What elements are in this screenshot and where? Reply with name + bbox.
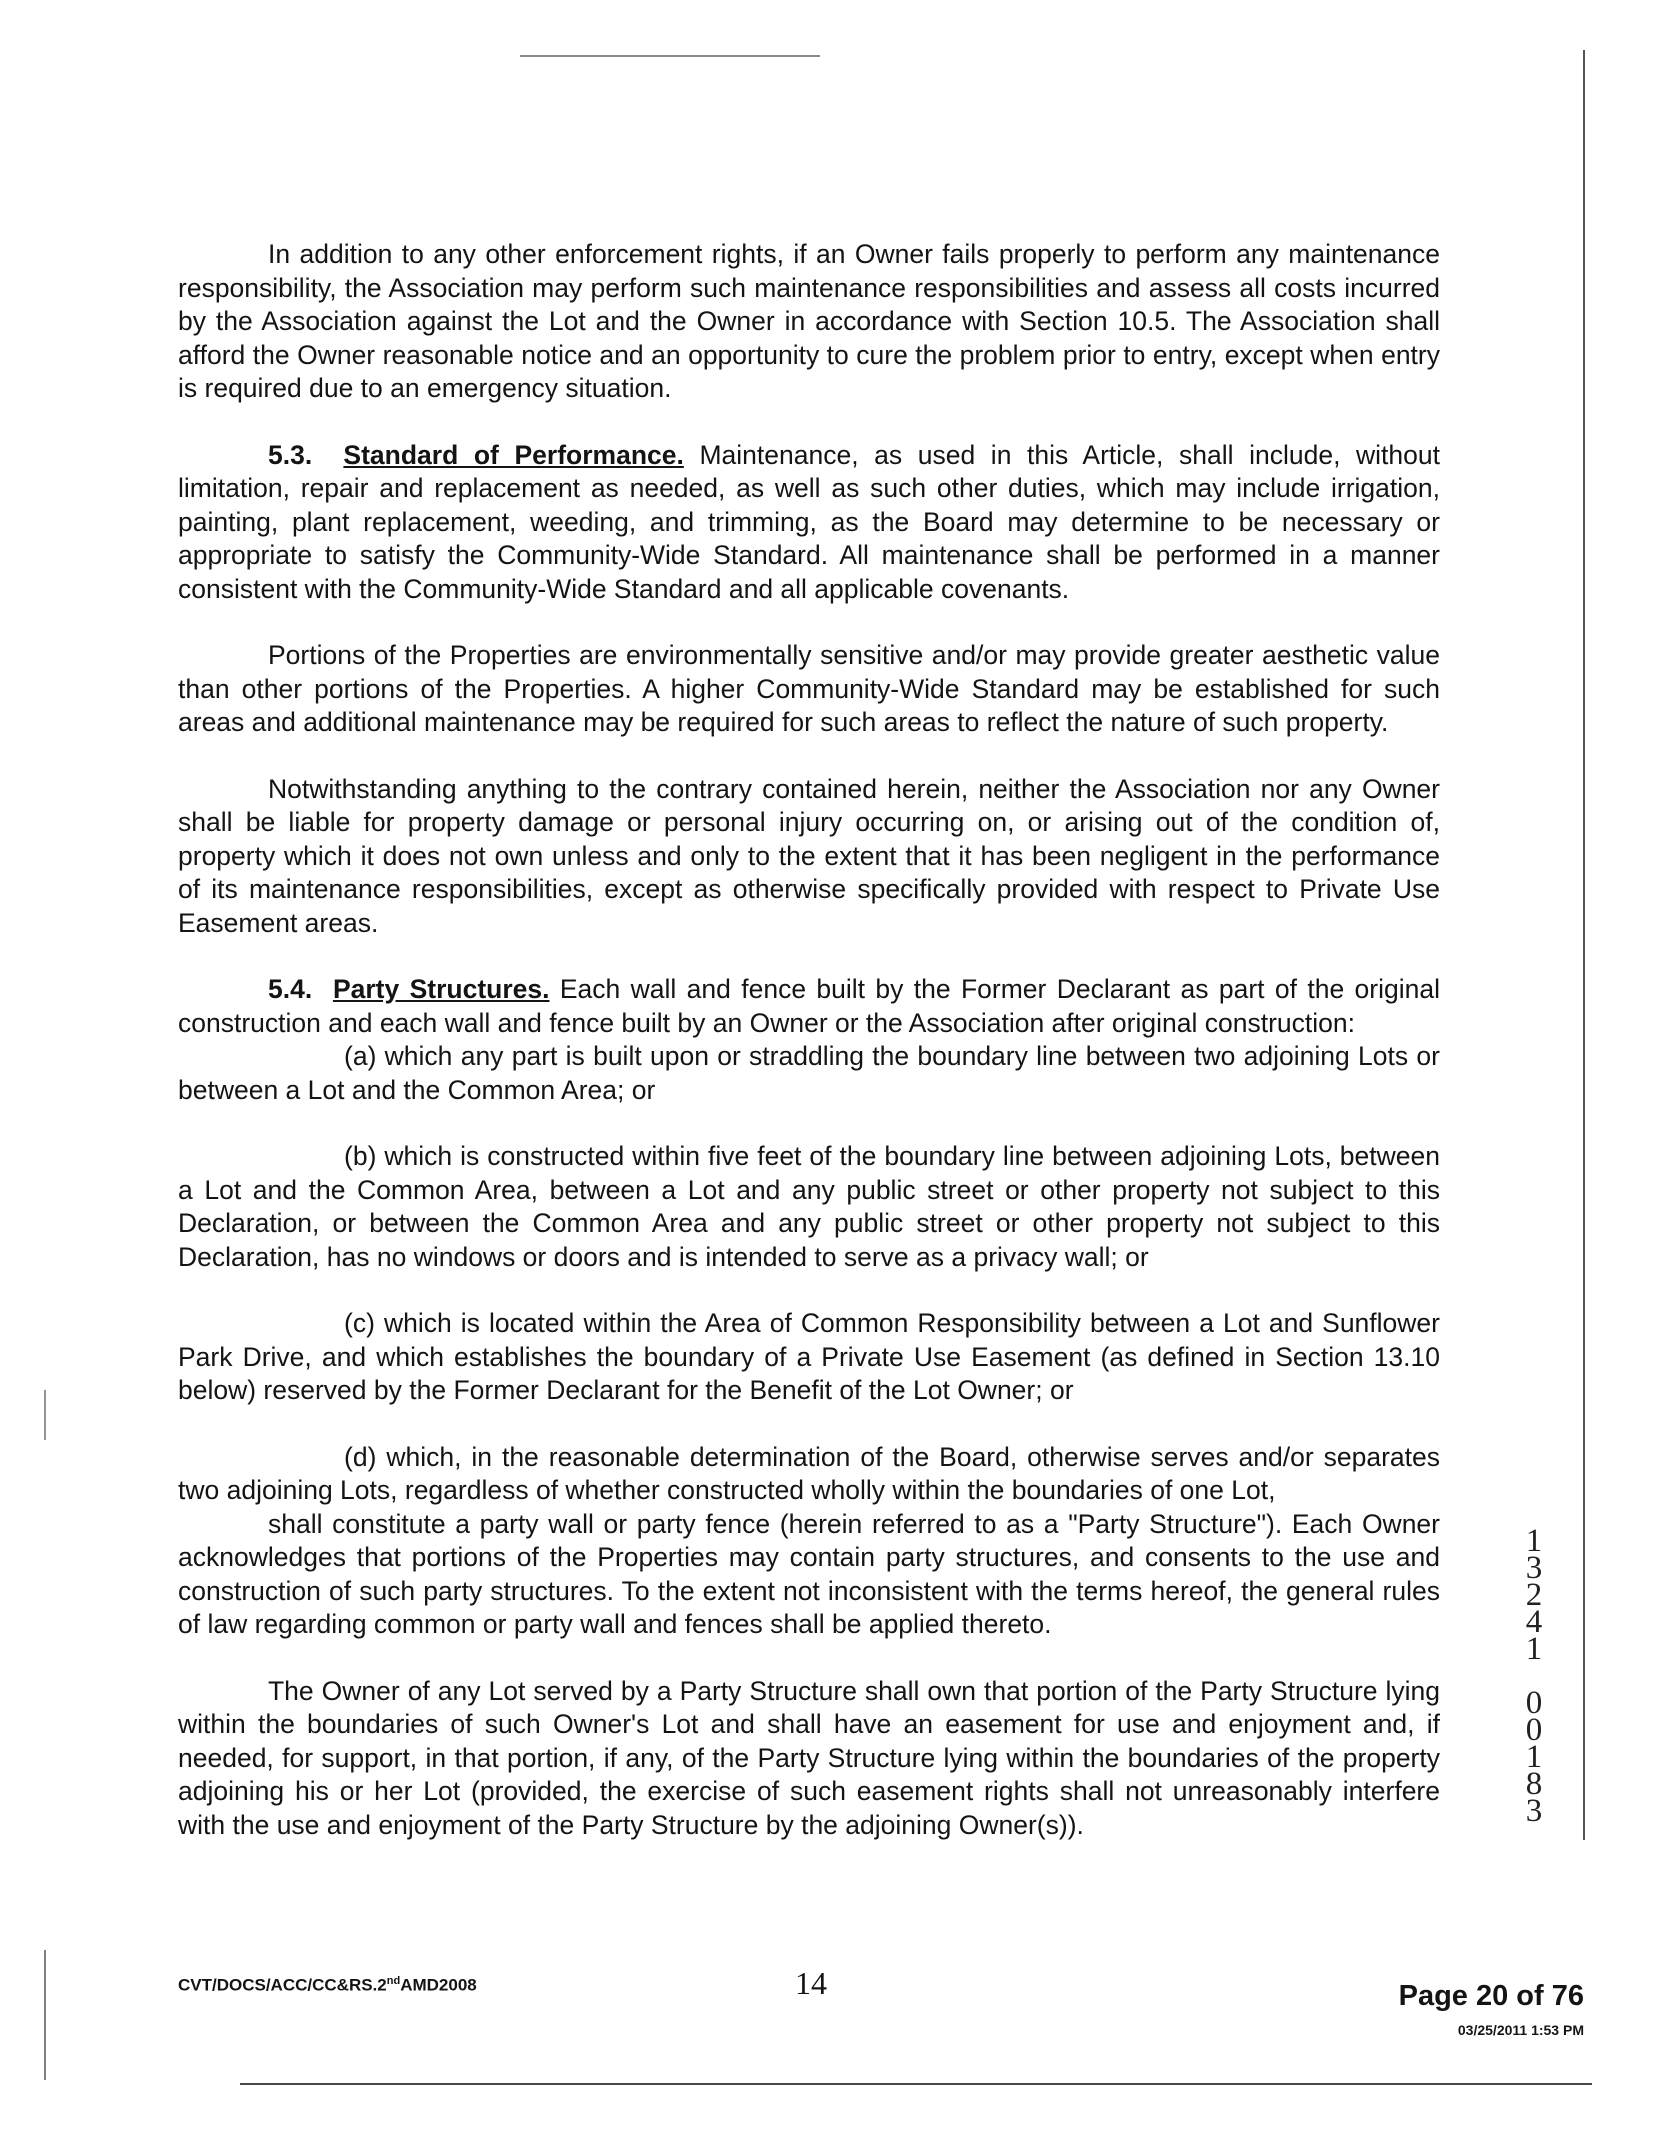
document-body (178, 238, 1440, 1875)
scan-left-margin (44, 1950, 46, 2080)
section-number: 5.3. (268, 439, 313, 470)
scan-right-rule (1583, 50, 1585, 1840)
clause-c: (c) which is located within the Area of Common Responsibility between a Lot and Sunflower Park Drive, and which establishes the boundary of a Private Use Easement (as defined in Section 13.10 below) reserved by the Former Declarant for the Benefit of the Lot Owner; or (178, 1308, 1440, 1405)
clause-b: (b) which is constructed within five feet of the boundary line between adjoining Lots, between a Lot and the Common Area, between a Lot and any public street or other property not subject to this Declaration, or between the Common Area and any public street or other property not subject to this Declaration, has no windows or doors and is intended to serve as a privacy wall; or (178, 1141, 1440, 1272)
section-body: Each wall and fence built by the Former Declarant as part of the original construction and each wall and fence built by an Owner or the Association after original construction: (178, 974, 1440, 1038)
paragraph-liability: Notwithstanding anything to the contrary contained herein, neither the Association nor any Owner shall be liable for property damage or personal injury occurring on, or arising out of the condition of, property which it does not own unless and only to the extent that it has been negligent in the performance of its maintenance responsibilities, except as otherwise specifically provided with respect to Private Use Easement areas. (178, 773, 1440, 938)
document-code: CVT/DOCS/ACC/CC&RS.2ndAMD2008 (178, 1975, 477, 1995)
section-5-4 (178, 973, 1440, 1040)
section-number: 5.4. (268, 974, 313, 1004)
scan-top-dash (520, 55, 820, 57)
section-heading: Party Structures. (332, 974, 550, 1004)
paragraph-ownership: The Owner of any Lot served by a Party Structure shall own that portion of the Party Structure lying within the boundaries of such Owner's Lot and shall have an easement for use and enjoyment and, if needed, for support, in that portion, if any, of the Party Structure lying within the boundaries of the property adjoining his or her Lot (provided, the exercise of such easement rights shall not unreasonably interfere with the use and enjoyment of the Party Structure by the adjoining Owner(s)). (178, 1675, 1440, 1840)
scan-left-tick (44, 1390, 46, 1440)
clause-d: (d) which, in the reasonable determination of the Board, otherwise serves and/or separates two adjoining Lots, regardless of whether constructed wholly within the boundaries of one Lot, (178, 1441, 1440, 1505)
paragraph-party-structure: shall constitute a party wall or party fence (herein referred to as a "Party Structure"). Each Owner acknowledges that portions of the Properties may contain party structures, and consents to the use and construction of such party structures. To the extent not inconsistent with the terms hereof, the general rules of law regarding common or party wall and fences shall be applied thereto. (178, 1508, 1440, 1639)
clause-a: (a) which any part is built upon or straddling the boundary line between two adjoining Lots or between a Lot and the Common Area; or (178, 1041, 1440, 1105)
scan-bottom-rule (240, 2083, 1592, 2085)
section-heading: Standard of Performance. (343, 439, 684, 470)
paragraph-sensitive-areas: Portions of the Properties are environmentally sensitive and/or may provide greater aesthetic value than other portions of the Properties. A higher Community-Wide Standard may be established for such areas and additional maintenance may be required for such areas to reflect the nature of such property. (178, 640, 1440, 737)
section-5-3 (178, 439, 1440, 607)
section-body: Maintenance, as used in this Article, shall include, without limitation, repair and replacement as needed, as well as such other duties, which may include irrigation, painting, plant replacement, weeding, and trimming, as the Board may determine to be necessary or appropriate to satisfy the Community-Wide Standard. All maintenance shall be performed in a manner consistent with the Community-Wide Standard and all applicable covenants. (178, 439, 1440, 604)
paragraph-enforcement: In addition to any other enforcement rights, if an Owner fails properly to perform any maintenance responsibility, the Association may perform such maintenance responsibilities and assess all costs incurred by the Association against the Lot and the Owner in accordance with Section 10.5. The Association shall afford the Owner reasonable notice and an opportunity to cure the problem prior to entry, except when entry is required due to an emergency situation. (178, 239, 1440, 403)
recording-number: 1 3 2 4 1 0 0 1 8 3 (1525, 1523, 1543, 1829)
recording-timestamp: 03/25/2011 1:53 PM (1457, 2022, 1584, 2038)
page-counter: Page 20 of 76 (1398, 1980, 1584, 2012)
page-number: 14 (795, 1965, 827, 2001)
